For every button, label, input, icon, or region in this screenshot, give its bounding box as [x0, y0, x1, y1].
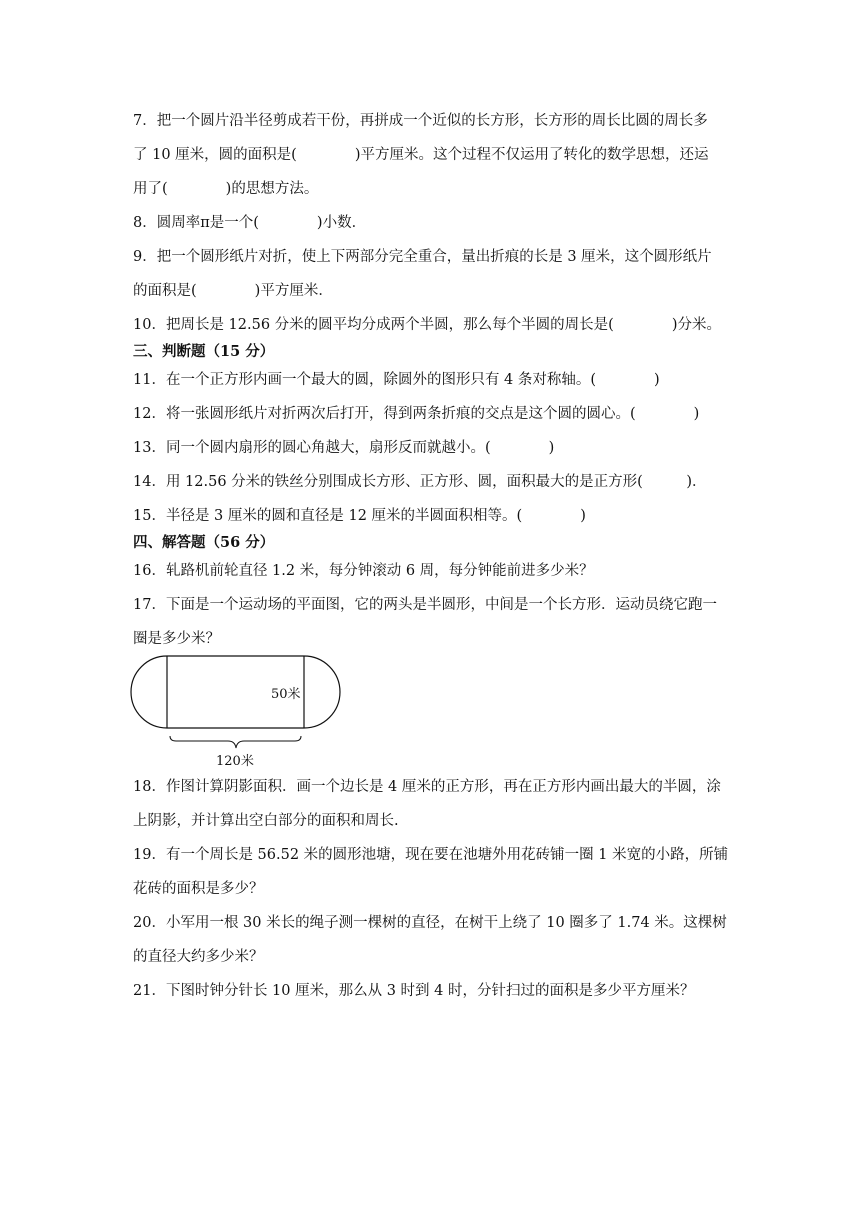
- question-16: 16．轧路机前轮直径 1.2 米，每分钟滚动 6 周，每分钟能前进多少米？: [133, 563, 594, 579]
- question-7-line-1: 7．把一个圆片沿半径剪成若干份，再拼成一个近似的长方形，长方形的周长比圆的周长多: [133, 113, 708, 129]
- question-18-line-1: 18．作图计算阴影面积．画一个边长是 4 厘米的正方形，再在正方形内画出最大的半圆，涂: [133, 779, 721, 795]
- question-21: 21．下图时钟分针长 10 厘米，那么从 3 时到 4 时，分针扫过的面积是多少平方厘米？: [133, 983, 695, 999]
- question-14: 14．用 12.56 分米的铁丝分别围成长方形、正方形、圆，面积最大的是正方形( )．: [133, 474, 707, 490]
- question-7-line-2: 了 10 厘米，圆的面积是( )平方厘米。这个过程不仅运用了转化的数学思想，还运: [133, 147, 709, 163]
- question-20-line-1: 20．小军用一根 30 米长的绳子测一棵树的直径，在树干上绕了 10 圈多了 1.74 米。这棵树: [133, 915, 727, 931]
- question-19-line-2: 花砖的面积是多少？: [133, 881, 264, 897]
- question-10: 10．把周长是 12.56 分米的圆平均分成两个半圆，那么每个半圆的周长是( )分米。: [133, 317, 721, 333]
- question-18-line-2: 上阴影，并计算出空白部分的面积和周长.: [133, 813, 399, 829]
- track-outline: [131, 656, 340, 728]
- track-diagram: [128, 653, 348, 773]
- question-9-line-2: 的面积是( )平方厘米．: [133, 283, 333, 299]
- question-7-line-3: 用了( )的思想方法。: [133, 181, 319, 197]
- question-8: 8．圆周率π是一个( )小数．: [133, 215, 367, 231]
- question-11: 11．在一个正方形内画一个最大的圆，除圆外的图形只有 4 条对称轴。( ): [133, 372, 660, 388]
- question-17-line-2: 圈是多少米？: [133, 631, 220, 647]
- length-brace: [170, 736, 301, 748]
- length-label: 120米: [216, 754, 254, 769]
- question-20-line-2: 的直径大约多少米？: [133, 949, 264, 965]
- question-12: 12．将一张圆形纸片对折两次后打开，得到两条折痕的交点是这个圆的圆心。( ): [133, 406, 700, 422]
- width-label: 50米: [271, 687, 301, 702]
- question-9-line-1: 9．把一个圆形纸片对折，使上下两部分完全重合，量出折痕的长是 3 厘米，这个圆形纸片: [133, 249, 712, 265]
- question-13: 13．同一个圆内扇形的圆心角越大，扇形反而就越小。( ): [133, 440, 555, 456]
- question-17-line-1: 17．下面是一个运动场的平面图，它的两头是半圆形，中间是一个长方形．运动员绕它跑一: [133, 597, 717, 613]
- question-15: 15．半径是 3 厘米的圆和直径是 12 厘米的半圆面积相等。( ): [133, 508, 586, 524]
- section-4-title: 四、解答题（56 分）: [133, 534, 275, 551]
- question-19-line-1: 19．有一个周长是 56.52 米的圆形池塘，现在要在池塘外用花砖铺一圈 1 米宽的小路，所铺: [133, 847, 729, 863]
- section-3-title: 三、判断题（15 分）: [133, 343, 275, 360]
